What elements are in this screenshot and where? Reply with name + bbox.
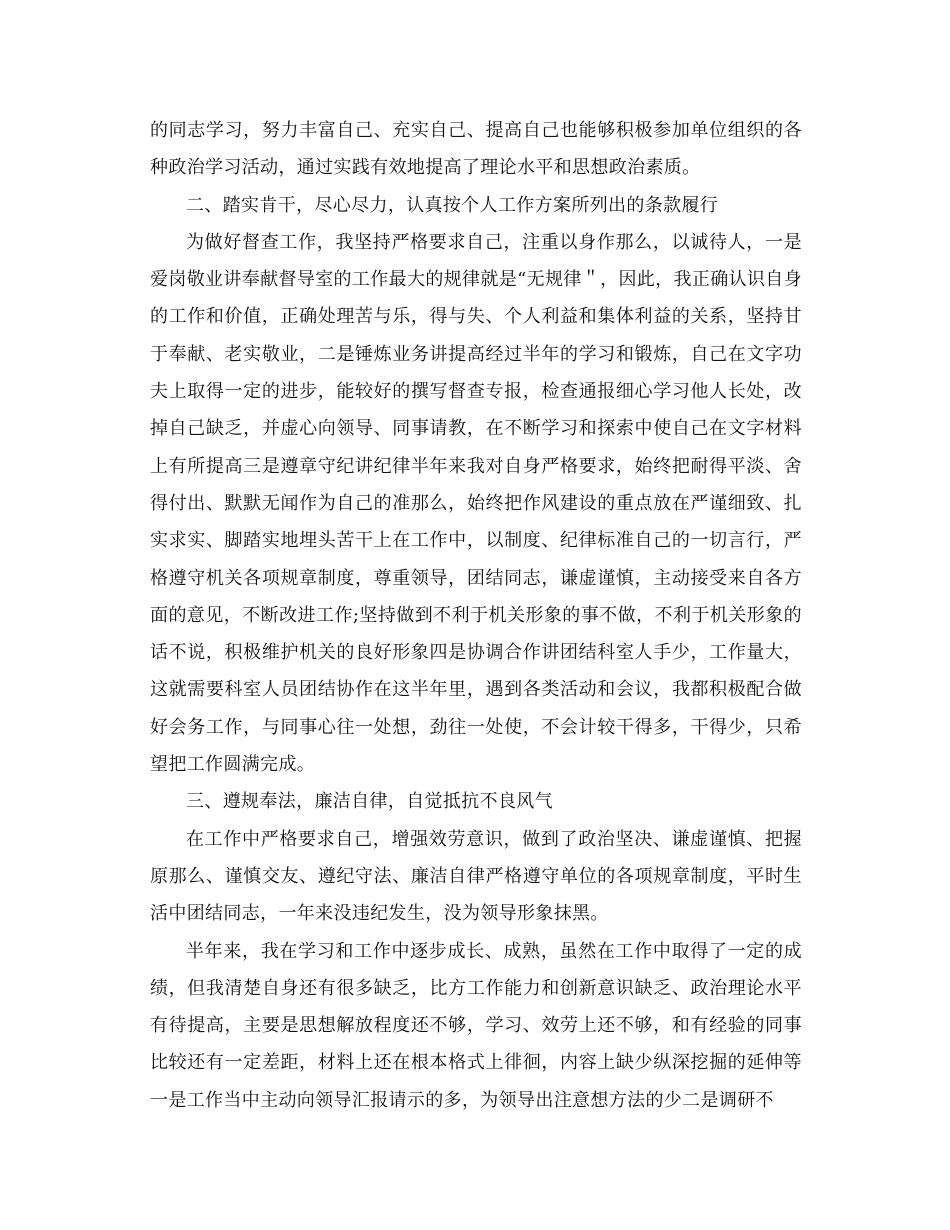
paragraph-continuation: 的同志学习，努力丰富自己、充实自己、提高自己也能够积极参加单位组织的各种政治学习活动，通过实践有效地提高了理论水平和思想政治素质。 — [150, 120, 802, 179]
paragraph-supervision-work: 为做好督查工作，我坚持严格要求自己，注重以身作那么，以诚待人，一是爱岗敬业讲奉献督导室的工作最大的规律就是“无规律＂，因此，我正确认识自身的工作和价值，正确处理苦与乐，得与失、个人利益和集体利益的关系，坚持甘于奉献、老实敬业，二是锤炼业务讲提高经过半年的学习和锻炼，自己在文字功夫上取得一定的进步，能较好的撰写督查专报，检查通报细心学习他人长处，改掉自己缺乏，并虚心向领导、同事请教，在不断学习和探索中使自己在文字材料上有所提高三是遵章守纪讲纪律半年来我对自身严格要求，始终把耐得平淡、舍得付出、默默无闻作为自己的准那么，始终把作风建设的重点放在严谨细致、扎实求实、脚踏实地埋头苦干上在工作中，以制度、纪律标准自己的一切言行，严格遵守机关各项规章制度，尊重领导，团结同志，谦虚谨慎，主动接受来自各方面的意见，不断改进工作;坚持做到不利于机关形象的事不做，不利于机关形象的话不说，积极维护机关的良好形象四是协调合作讲团结科室人手少，工作量大，这就需要科室人员团结协作在这半年里，遇到各类活动和会议，我都积极配合做好会务工作，与同事心往一处想，劲往一处使，不会计较干得多，干得少，只希望把工作圆满完成。 — [150, 231, 802, 776]
section-heading-2: 二、踏实肯干，尽心尽力，认真按个人工作方案所列出的条款履行 — [186, 194, 719, 216]
paragraph-half-year-summary: 半年来，我在学习和工作中逐步成长、成熟，虽然在工作中取得了一定的成绩，但我清楚自身还有很多缺乏，比方工作能力和创新意识缺乏、政治理论水平有待提高，主要是思想解放程度还不够，学习、效劳上还不够，和有经验的同事比较还有一定差距，材料上还在根本格式上徘徊，内容上缺少纵深挖掘的延伸等一是工作当中主动向领导汇报请示的多，为领导出注意想方法的少二是调研不 — [150, 940, 802, 1111]
section-heading-3: 三、遵规奉法，廉洁自律，自觉抵抗不良风气 — [186, 791, 553, 813]
document-body — [150, 112, 802, 1119]
paragraph-discipline: 在工作中严格要求自己，增强效劳意识，做到了政治坚决、谦虚谨慎、把握原那么、谨慎交友、遵纪守法、廉洁自律严格遵守单位的各项规章制度，平时生活中团结同志，一年来没违纪发生，没为领导形象抹黑。 — [150, 828, 802, 925]
